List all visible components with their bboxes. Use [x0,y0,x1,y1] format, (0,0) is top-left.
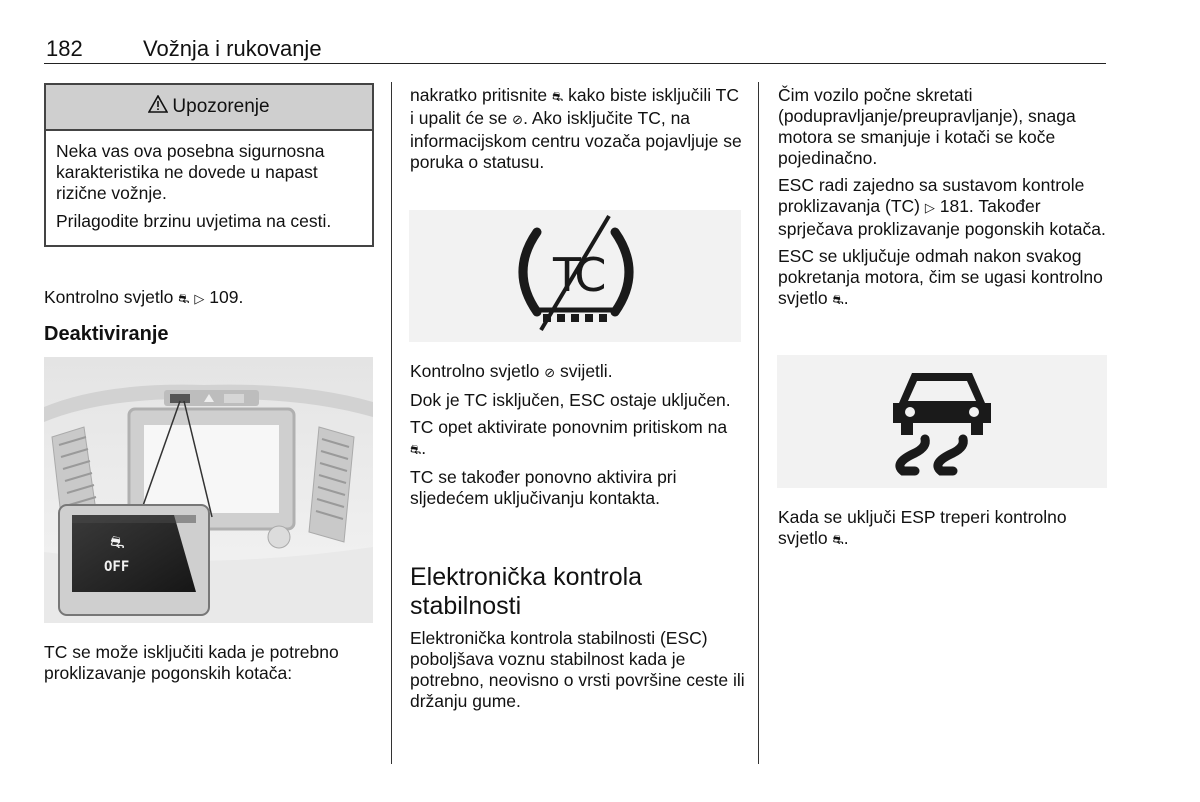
text-segment: . Ako isključite TC, na informacijskom centru vozača pojavljuje se poruka o statusu. [410,108,742,172]
subheading-deactivation: Deaktiviranje [44,323,169,345]
section-heading-esc: Elektronička kontrola stabilnosti [410,563,643,620]
paragraph-reactivate [410,417,745,461]
text-segment: . [843,288,849,308]
esc-figure [777,355,1107,488]
header-rule [44,63,1106,64]
indicator-reference [44,287,374,310]
text-segment: kako biste isključili TC i upalit će se [410,85,739,128]
column2-body [410,361,745,515]
paragraph-skidding: Čim vozilo počne skretati (podupravljanje/preupravljanje), snaga motora se smanjuje i kotači se koče pojedinačno. [778,85,1076,168]
off-button-label: OFF [104,559,130,575]
paragraph-esc-stays-on: Dok je TC isključen, ESC ostaje uključen. [410,390,731,410]
text-segment: . [421,438,427,458]
indicator-ref-text: Kontrolno svjetlo [44,287,174,307]
column-divider-1 [391,82,392,764]
car-skid-icon: ⛐ [410,443,422,458]
paragraph-press-button [410,85,745,173]
dashboard-figure [44,357,373,623]
text-segment: TC opet aktivirate ponovnim pritiskom na [410,417,728,437]
paragraph-esp-flash [778,507,1113,551]
tc-off-icon: ⊘ [512,113,524,128]
tc-label: TC [553,248,603,302]
car-skid-icon: ⛐ [110,533,125,553]
text-segment: nakratko pritisnite [410,85,548,105]
warning-paragraph-2: Prilagodite brzinu uvjetima na cesti. [56,211,332,231]
paragraph-indicator-on [410,361,745,384]
column-divider-2 [758,82,759,764]
warning-box [44,83,374,247]
column3-body [778,85,1113,317]
paragraph-esc-intro: Elektronička kontrola stabilnosti (ESC) poboljšava voznu stabilnost kada je potrebno, neovisno o vrsti površine ceste ili držanju gume. [410,628,745,711]
tc-off-figure [409,210,741,342]
warning-triangle-icon [148,95,168,119]
text-segment: ESC se uključuje odmah nakon svakog pokretanja motora, čim se ugasi kontrolno svjetlo [778,246,1103,308]
page-title: Vožnja i rukovanje [143,36,322,61]
paragraph-esc-auto-on [778,246,1113,311]
page-number: 182 [46,36,83,61]
traction-off-button-icon [110,533,125,555]
text-segment: 181. Također sprječava proklizavanje pogonskih kotača. [778,196,1106,239]
car-skid-icon: ⛐ [832,293,844,308]
warning-paragraph-1: Neka vas ova posebna sigurnosna karakteristika ne dovede u napast rizične vožnje. [56,141,325,203]
arrow-ref-icon: ▷ [194,292,205,307]
text-segment: svijetli. [560,361,613,381]
paragraph-auto-reactivate: TC se također ponovno aktivira pri sljedećem uključivanju kontakta. [410,467,677,508]
text-segment: ESC radi zajedno sa sustavom kontrole proklizavanja (TC) [778,175,1085,216]
car-skid-icon: ⛐ [832,533,844,548]
page-reference: 109. [209,287,244,307]
paragraph-tc-disable: TC se može isključiti kada je potrebno proklizavanje pogonskih kotača: [44,642,339,683]
car-skid-symbol [777,355,1107,488]
text-segment: Kontrolno svjetlo [410,361,540,381]
text-segment: . [843,528,849,548]
car-skid-icon: ⛐ [178,292,190,307]
warning-title: Upozorenje [172,96,270,117]
car-skid-icon: ⛐ [552,90,564,105]
tc-off-icon: ⊘ [544,366,556,381]
text-segment: Kada se uključi ESP treperi kontrolno svjetlo [778,507,1067,548]
warning-header [46,85,372,131]
paragraph-esc-with-tc [778,175,1113,240]
arrow-ref-icon: ▷ [924,201,935,216]
